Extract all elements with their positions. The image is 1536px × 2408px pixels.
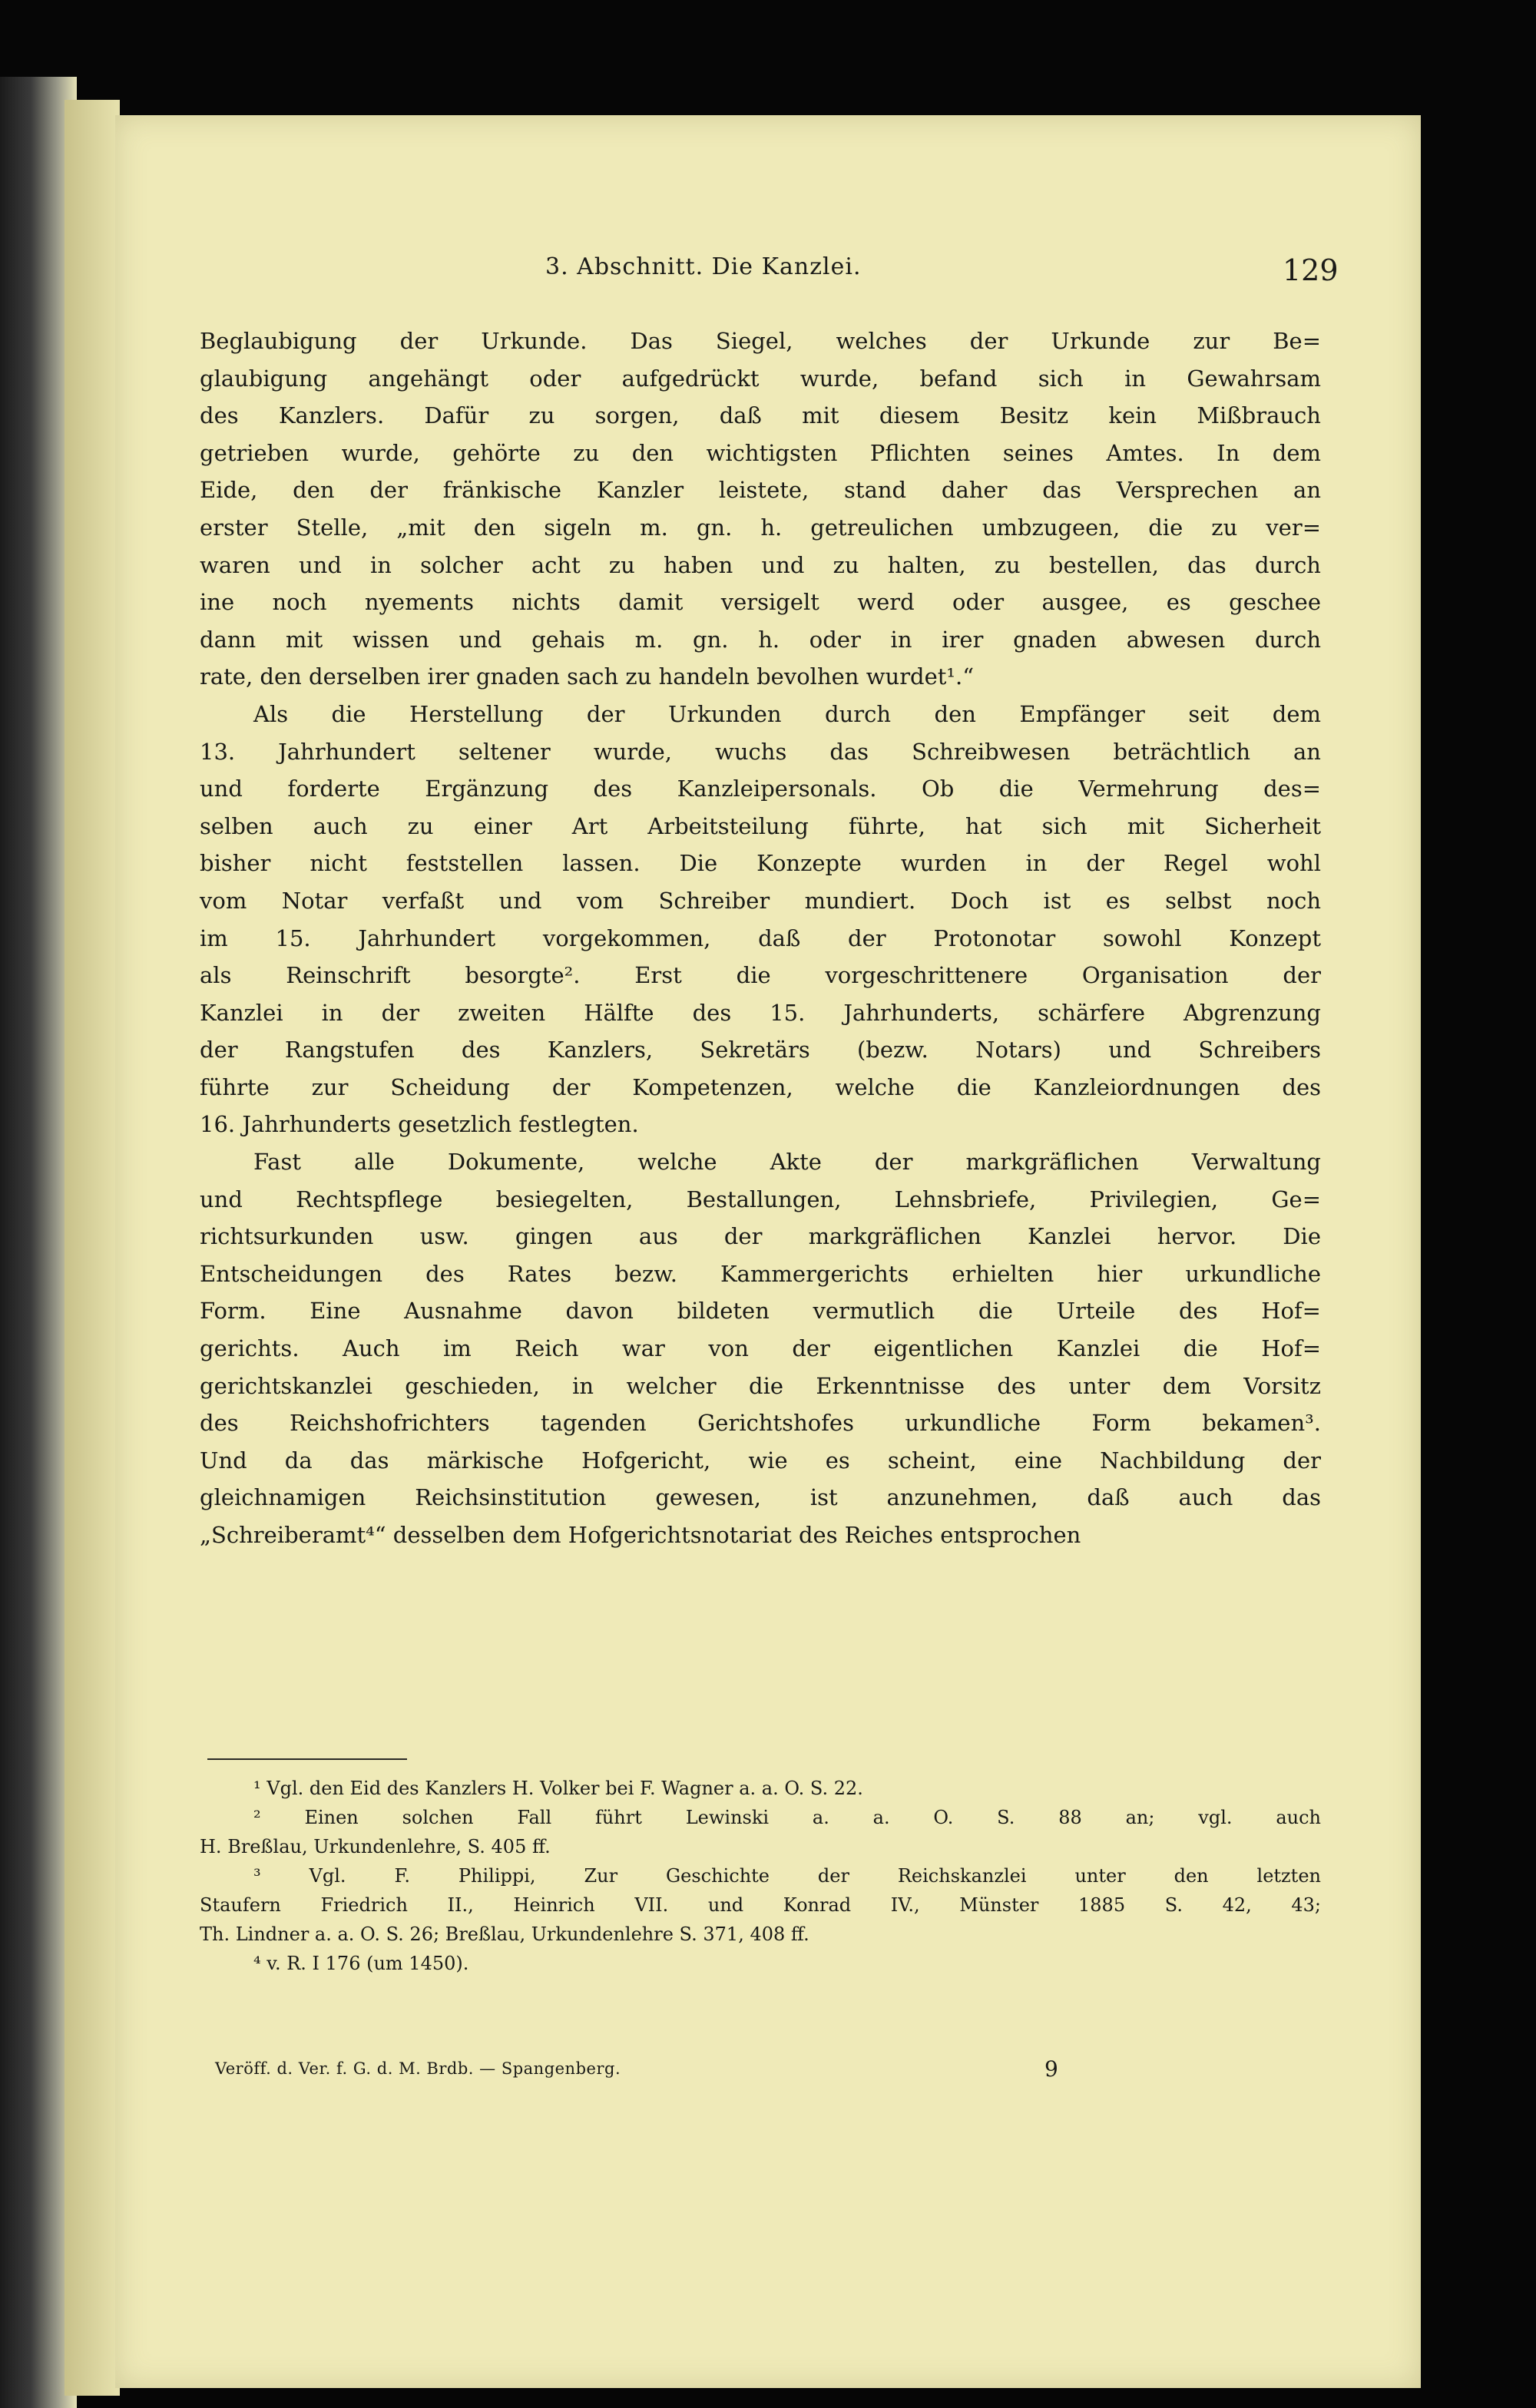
- footnote-rule: [207, 1758, 407, 1760]
- footnote-line: ⁴ v. R. I 176 (um 1450).: [253, 1953, 469, 1974]
- text-line: als Reinschrift besorgte². Erst die vorgeschrittenere Organisation der: [200, 962, 1321, 989]
- text-line: waren und in solcher acht zu haben und zu halten, zu bestellen, das durch: [200, 551, 1321, 578]
- text-line: gleichnamigen Reichsinstitution gewesen, ist anzunehmen, daß auch das: [200, 1484, 1321, 1511]
- text-line: des Reichshofrichters tagenden Gerichtshofes urkundliche Form bekamen³.: [200, 1410, 1321, 1437]
- text-line: dann mit wissen und gehais m. gn. h. oder in irer gnaden abwesen durch: [200, 626, 1321, 653]
- text-line: und Rechtspflege besiegelten, Bestallungen, Lehnsbriefe, Privilegien, Ge=: [200, 1186, 1321, 1212]
- footnote-line: ¹ Vgl. den Eid des Kanzlers H. Volker bei F. Wagner a. a. O. S. 22.: [253, 1778, 863, 1799]
- text-line: getrieben wurde, gehörte zu den wichtigsten Pflichten seines Amtes. In dem: [200, 439, 1321, 466]
- text-line: vom Notar verfaßt und vom Schreiber mundiert. Doch ist es selbst noch: [200, 887, 1321, 914]
- footnote-line: Th. Lindner a. a. O. S. 26; Breßlau, Urkundenlehre S. 371, 408 ff.: [200, 1923, 809, 1945]
- page-gutter: [65, 100, 120, 2396]
- book-page: [115, 115, 1421, 2388]
- text-line: Beglaubigung der Urkunde. Das Siegel, welches der Urkunde zur Be=: [200, 328, 1321, 354]
- text-line: und forderte Ergänzung des Kanzleipersonals. Ob die Vermehrung des=: [200, 776, 1321, 802]
- text-line: im 15. Jahrhundert vorgekommen, daß der Protonotar sowohl Konzept: [200, 925, 1321, 951]
- text-line: des Kanzlers. Dafür zu sorgen, daß mit diesem Besitz kein Mißbrauch: [200, 402, 1321, 429]
- text-line: bisher nicht feststellen lassen. Die Konzepte wurden in der Regel wohl: [200, 850, 1321, 877]
- text-line: 16. Jahrhunderts gesetzlich festlegten.: [200, 1111, 639, 1138]
- page-number: 129: [1283, 253, 1339, 287]
- running-head: 3. Abschnitt. Die Kanzlei.: [545, 253, 862, 280]
- text-line: richtsurkunden usw. gingen aus der markgräflichen Kanzlei hervor. Die: [200, 1223, 1321, 1250]
- text-line: 13. Jahrhundert seltener wurde, wuchs das Schreibwesen beträchtlich an: [200, 738, 1321, 765]
- footnote-line: ² Einen solchen Fall führt Lewinski a. a. O. S. 88 an; vgl. auch: [253, 1807, 1321, 1828]
- text-line: gerichts. Auch im Reich war von der eigentlichen Kanzlei die Hof=: [200, 1335, 1321, 1362]
- text-line: Als die Herstellung der Urkunden durch den Empfänger seit dem: [253, 700, 1321, 727]
- footnote-line: Staufern Friedrich II., Heinrich VII. und Konrad IV., Münster 1885 S. 42, 43;: [200, 1894, 1321, 1916]
- text-line: erster Stelle, „mit den sigeln m. gn. h. getreulichen umbzugeen, die zu ver=: [200, 514, 1321, 541]
- text-line: der Rangstufen des Kanzlers, Sekretärs (bezw. Notars) und Schreibers: [200, 1037, 1321, 1063]
- footnotes: [200, 1774, 1321, 1978]
- text-line: Kanzlei in der zweiten Hälfte des 15. Jahrhunderts, schärfere Abgrenzung: [200, 999, 1321, 1026]
- footnote-line: H. Breßlau, Urkundenlehre, S. 405 ff.: [200, 1836, 551, 1857]
- text-line: glaubigung angehängt oder aufgedrückt wurde, befand sich in Gewahrsam: [200, 365, 1321, 392]
- body-text: [200, 322, 1321, 1554]
- text-line: selben auch zu einer Art Arbeitsteilung führte, hat sich mit Sicherheit: [200, 812, 1321, 839]
- text-line: Entscheidungen des Rates bezw. Kammergerichts erhielten hier urkundliche: [200, 1260, 1321, 1287]
- text-line: Und da das märkische Hofgericht, wie es scheint, eine Nachbildung der: [200, 1447, 1321, 1474]
- text-line: Fast alle Dokumente, welche Akte der markgräflichen Verwaltung: [253, 1149, 1321, 1176]
- text-line: Eide, den der fränkische Kanzler leistete, stand daher das Versprechen an: [200, 477, 1321, 504]
- text-line: gerichtskanzlei geschieden, in welcher die Erkenntnisse des unter dem Vorsitz: [200, 1372, 1321, 1399]
- text-line: „Schreiberamt⁴“ desselben dem Hofgerichtsnotariat des Reiches entsprochen: [200, 1522, 1081, 1548]
- footnote-line: ³ Vgl. F. Philippi, Zur Geschichte der Reichskanzlei unter den letzten: [253, 1865, 1321, 1887]
- text-line: rate, den derselben irer gnaden sach zu handeln bevolhen wurdet¹.“: [200, 663, 975, 690]
- text-line: führte zur Scheidung der Kompetenzen, welche die Kanzleiordnungen des: [200, 1073, 1321, 1100]
- sheet-number: 9: [1044, 2056, 1058, 2082]
- signature-line: Veröff. d. Ver. f. G. d. M. Brdb. — Spangenberg.: [215, 2059, 621, 2078]
- text-line: ine noch nyements nichts damit versigelt werd oder ausgee, es geschee: [200, 589, 1321, 616]
- text-line: Form. Eine Ausnahme davon bildeten vermutlich die Urteile des Hof=: [200, 1298, 1321, 1325]
